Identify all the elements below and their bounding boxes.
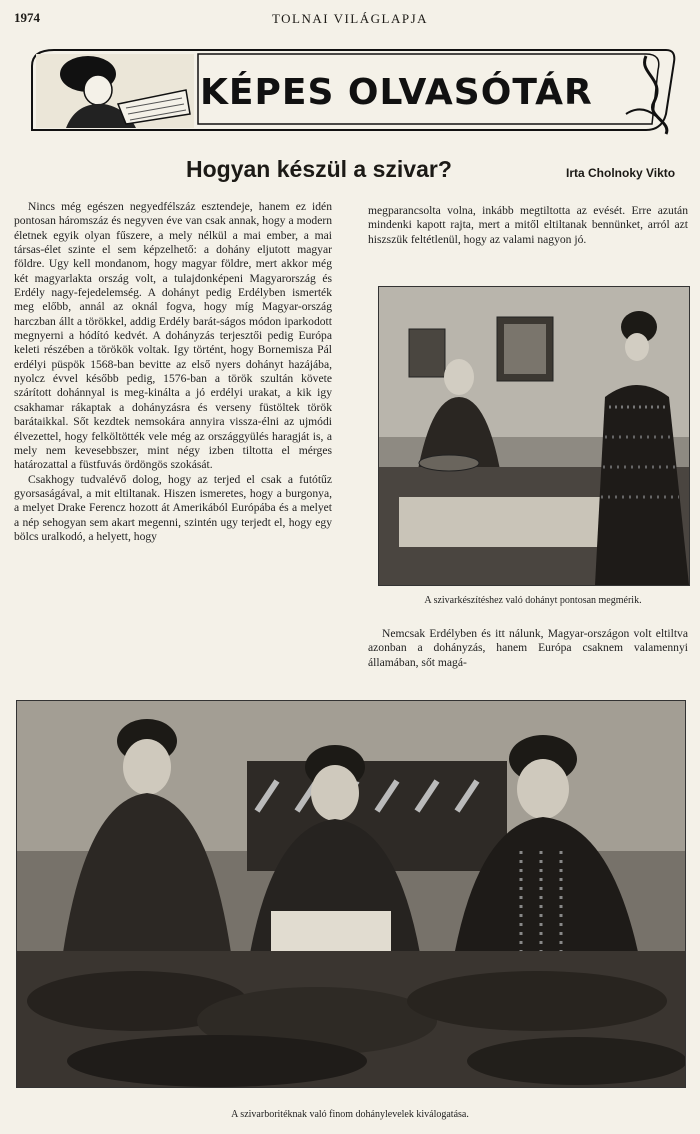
paragraph: Nincs még egészen negyedfélszáz esztendeje, hanem ez idén pontosan háromszáz és negyven éve van csak annak, hogy a modern életnek egyik olyan fűszere, a mely nélkül a mai ember, a mai társas-élet szinte el sem képzelhető: a dohány eljutott magyar földre. Ugy kell mondanom, hogy magyar földre, mert akkor még két magyarlakta ország volt, a tulajdonképeni Magyarország és Erdély nagy-fejedelemség. A dohányt pedig Erdélyben ismerték meg előbb, annál az oknál fogva, hogy míg Magyar-ország harczban állt a törökkel, addig Erdély barát-ságos módon iparkodott megnyerni a hódító kedvét. A dohányzás terjesztői pedig Európa keleti részében a törökök voltak. Igy történt, hogy Bornemisza Pál erdélyi püspök 1568-ban bevitte az első nyers dohányt hazájába, nyolcz évvel később pedig, 1576-ban a török szultán követe szárított dohánnyal is meg-kinálta a jó erdélyi urakat, a kik igy csakhamar rákaptak a dohányzásra és verseny füstöltek török barátaikkal. Sőt kezdtek nemsokára annyira vissza-élni az ujmódi élvezettel, hogy felköltötték vele még az országgyülés haragját is, a mely nem kevesebbszer, mint négy izben tiltotta el mérges határozattal a füstfuvás ördöngös szokását. — [14, 200, 332, 472]
photo-weighing-tobacco — [378, 286, 690, 586]
banner-title: KÉPES OLVASÓTÁR — [200, 72, 593, 113]
photo-selecting-leaves — [16, 700, 686, 1088]
paragraph: Csakhogy tudvalévő dolog, hogy az terjed el csak a futótűz gyorsaságával, a mit eltiltanak. Hiszen ismeretes, hogy a burgonya, a melyet Drake Ferencz hozott át Amerikából Európába és a melyet a nép sehogyan sem akart megenni, szintén ugy terjedt el, hogy egy bölcs uralkodó, a helyett, hogy — [14, 472, 332, 543]
article-column-right-top — [368, 204, 688, 247]
publication-title: TOLNAI VILÁGLAPJA — [271, 11, 429, 26]
photo-caption: A szivarkészítéshez való dohányt pontosan megmérik. — [424, 595, 642, 606]
article-column-right-bottom — [368, 627, 688, 670]
paragraph: Nemcsak Erdélyben és itt nálunk, Magyar-országon volt eltiltva azonban a dohányzás, hanem Európa csaknem valamennyi államában, sőt magá- — [368, 627, 688, 669]
photo-caption: A szivarboritéknak való finom dohánylevelek kiválogatása. — [231, 1109, 469, 1120]
article-column-left — [14, 200, 332, 680]
article-title: Hogyan készül a szivar? — [186, 156, 452, 182]
article-byline: Irta Cholnoky Vikto — [566, 166, 676, 180]
paragraph: megparancsolta volna, inkább megtiltotta az evését. Erre azután mindenki kapott rajta, mert a mitől eltiltanak bennünket, arról azt hiszszük feltétlenül, hogy az valami nagyon jó. — [368, 204, 688, 246]
reading-woman-illustration — [36, 54, 194, 128]
running-header — [0, 4, 700, 28]
page-number: 1974 — [14, 10, 40, 25]
